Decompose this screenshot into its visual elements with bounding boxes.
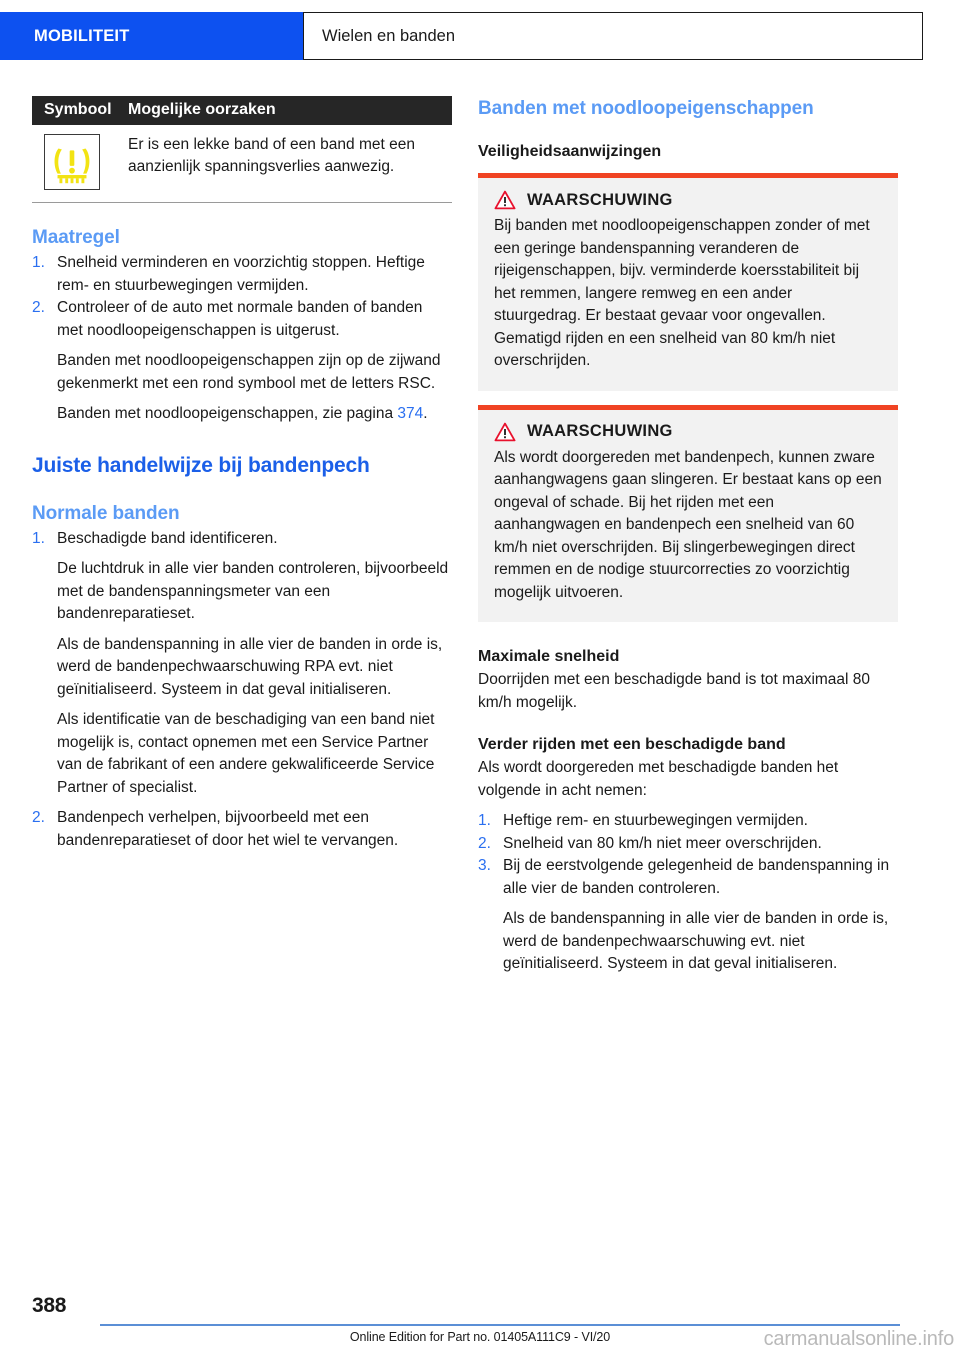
section-spacer bbox=[478, 622, 898, 646]
list-item-text: Snelheid van 80 km/h niet meer overschrijden. bbox=[503, 834, 822, 852]
list-item-number: 2. bbox=[32, 809, 45, 826]
list-item-text: Bandenpech verhelpen, bijvoorbeeld met een bandenreparatieset of door het wiel te vervangen. bbox=[57, 809, 399, 849]
list-item bbox=[478, 855, 898, 900]
page-header bbox=[0, 12, 960, 60]
header-section-label: Wielen en banden bbox=[322, 26, 456, 45]
list-item bbox=[32, 297, 452, 342]
normale-banden-note: Als identificatie van de beschadiging van een band niet mogelijk is, contact opnemen met een Service Partner van de fabrikant of een andere gekwalificeerde Service Partner of specialist. bbox=[57, 711, 435, 796]
normale-banden-list bbox=[32, 528, 452, 853]
table-header-row bbox=[32, 96, 452, 125]
list-item bbox=[478, 810, 898, 833]
header-chapter-label: MOBILITEIT bbox=[34, 26, 130, 45]
site-watermark: carmanualsonline.info bbox=[763, 1328, 954, 1350]
table-cell-cause: Er is een lekke band of een band met een aanzienlijk spanningsverlies aanwezig. bbox=[128, 136, 415, 175]
left-column bbox=[32, 96, 452, 852]
maatregel-ref-prefix: Banden met noodloopeigenschappen, zie pagina bbox=[57, 405, 398, 422]
list-item-number: 1. bbox=[478, 812, 491, 829]
verder-rijden-intro: Als wordt doorgereden met beschadigde banden het volgende in acht nemen: bbox=[478, 759, 839, 799]
normale-banden-note: De luchtdruk in alle vier banden controleren, bijvoorbeeld met de bandenspanningsmeter van een bandenreparatieset. bbox=[57, 560, 449, 622]
list-item bbox=[478, 833, 898, 856]
page-reference-link[interactable]: 374 bbox=[397, 405, 424, 422]
list-item-text: Controleer of de auto met normale banden of banden met noodloopeigenschappen is uitgerust. bbox=[57, 299, 423, 339]
list-item-number: 3. bbox=[478, 857, 491, 874]
table-header-symbool: Symbool bbox=[44, 101, 112, 118]
footer-divider bbox=[100, 1324, 900, 1326]
maatregel-list bbox=[32, 252, 452, 426]
table-row bbox=[32, 125, 452, 203]
warning-triangle-icon bbox=[494, 190, 516, 210]
maximale-snelheid-text: Doorrijden met een beschadigde band is tot maximaal 80 km/h mogelijk. bbox=[478, 671, 871, 711]
list-item bbox=[32, 528, 452, 551]
tire-pressure-warning-icon bbox=[44, 134, 100, 190]
warning-title: WAARSCHUWING bbox=[527, 422, 673, 440]
maatregel-page-reference bbox=[57, 403, 452, 426]
verder-rijden-list bbox=[478, 810, 898, 976]
warning-title-row bbox=[494, 190, 882, 210]
list-item bbox=[32, 252, 452, 297]
list-item-text: Bij de eerstvolgende gelegenheid de bandenspanning in alle vier de banden controleren. bbox=[503, 857, 890, 897]
heading-maximale-snelheid: Maximale snelheid bbox=[478, 648, 620, 665]
heading-normale-banden: Normale banden bbox=[32, 502, 180, 524]
heading-banden-noodloop: Banden met noodloopeigenschappen bbox=[478, 98, 814, 119]
page-footer bbox=[0, 1294, 960, 1362]
maatregel-note: Banden met noodloopeigenschappen zijn op de zijwand gekenmerkt met een rond symbool met de letters RSC. bbox=[57, 352, 441, 392]
list-item-number: 1. bbox=[32, 254, 45, 271]
list-item-number: 2. bbox=[32, 299, 45, 316]
list-item-number: 2. bbox=[478, 834, 491, 852]
heading-veiligheidsaanwijzingen: Veiligheidsaanwijzingen bbox=[478, 143, 662, 160]
heading-juiste-handelwijze: Juiste handelwijze bij bandenpech bbox=[32, 453, 370, 477]
table-cell-symbol bbox=[32, 134, 128, 190]
table-header-oorzaken: Mogelijke oorzaken bbox=[128, 101, 276, 118]
warning-triangle-icon bbox=[494, 422, 516, 442]
warning-box bbox=[478, 173, 898, 391]
heading-verder-rijden: Verder rijden met een beschadigde band bbox=[478, 736, 786, 753]
verder-rijden-note: Als de bandenspanning in alle vier de banden in orde is, werd de bandenpechwaarschuwing evt. niet geïnitialiseerd. Systeem in dat geval initialiseren. bbox=[503, 910, 889, 972]
symbol-table bbox=[32, 96, 452, 203]
warning-title: WAARSCHUWING bbox=[527, 190, 673, 209]
list-item-number: 1. bbox=[32, 529, 45, 547]
maatregel-ref-suffix: . bbox=[423, 405, 428, 422]
list-item-text: Snelheid verminderen en voorzichtig stoppen. Heftige rem- en stuurbewegingen vermijden. bbox=[57, 254, 425, 294]
normale-banden-note: Als de bandenspanning in alle vier de banden in orde is, werd de bandenpechwaarschuwing RPA evt. niet geïnitialiseerd. Systeem in dat geval initialiseren. bbox=[57, 635, 443, 698]
warning-body: Bij banden met noodloopeigenschappen zonder of met een geringe bandenspanning veranderen de rijeigenschappen, bijv. verminderde koersstabiliteit bij het remmen, langere remweg en een ander stuurgedrag. Er bestaat gevaar voor ongevallen. Gematigd rijden en een snelheid van 80 km/h niet overschrijden. bbox=[494, 217, 870, 369]
list-item-text: Beschadigde band identificeren. bbox=[57, 529, 278, 547]
footer-edition-note: Online Edition for Part no. 01405A111C9 - VI/20 bbox=[349, 1330, 611, 1344]
warning-title-row bbox=[494, 422, 882, 442]
warning-box bbox=[478, 405, 898, 623]
heading-maatregel: Maatregel bbox=[32, 227, 120, 248]
list-item-text: Heftige rem- en stuurbewegingen vermijden. bbox=[503, 812, 808, 829]
page-number: 388 bbox=[32, 1294, 67, 1317]
header-section-block bbox=[303, 12, 923, 60]
right-column bbox=[478, 96, 898, 976]
warning-body: Als wordt doorgereden met bandenpech, kunnen zware aanhangwagens gaan slingeren. Er bestaat kans op een ongeval of schade. Bij het rijden met een aanhangwagen en bandenpech een snelheid van 60 km/h niet overschrijden. Bij slingerbewegingen direct remmen en de nodige stuurcorrecties zo voorzichtig mogelijk uitvoeren. bbox=[494, 448, 882, 601]
header-chapter-block bbox=[0, 12, 303, 60]
list-item bbox=[32, 807, 452, 852]
